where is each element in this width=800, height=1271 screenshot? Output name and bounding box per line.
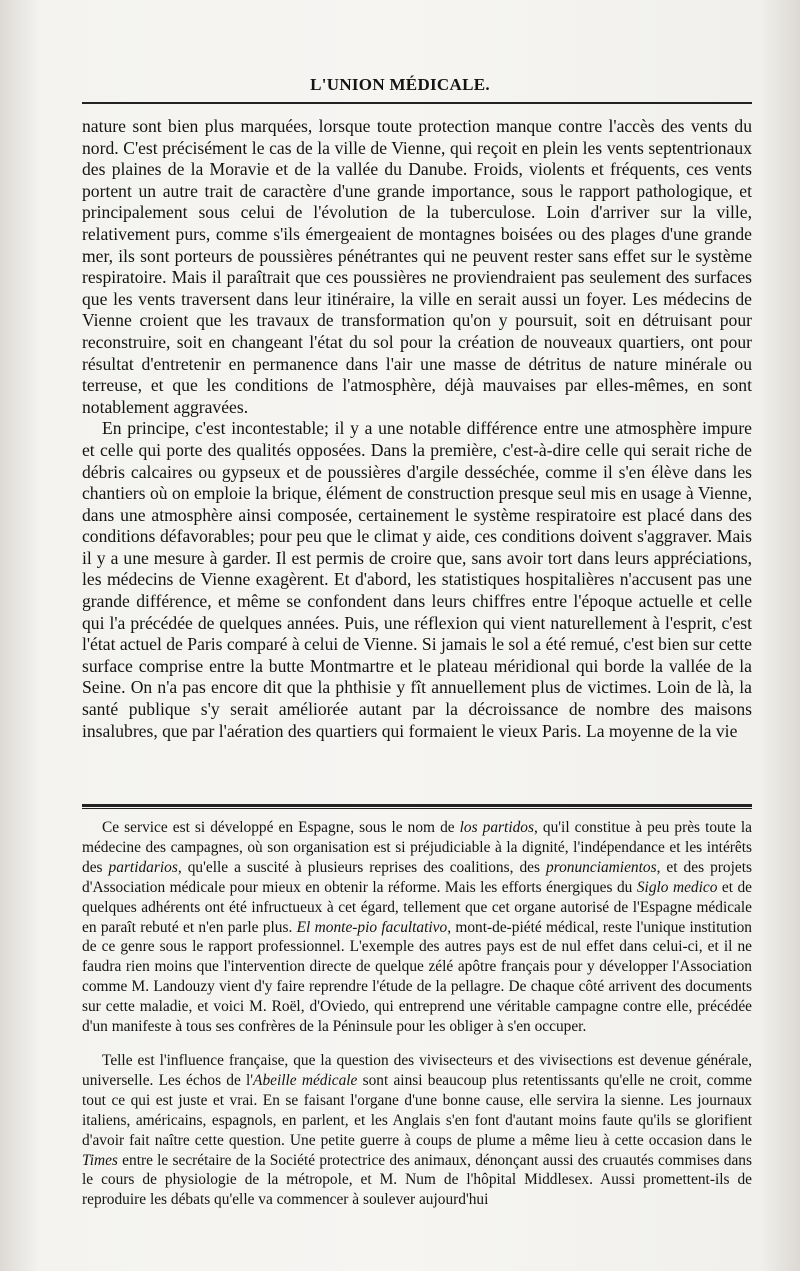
note-text: sont ainsi beaucoup plus retentissants qu'elle ne croit, comme tout ce qui est juste et vrai. En se faisant l'organe d'une bonne cause, elle servira la sienne. Les journaux italiens, américains, espagnols, en parlent, et les Anglais s'en font d'autant moins faute qu'ils se glorifient d'avoir fait naître cette question. Une petite guerre à coups de plume a même lieu à cette occasion dans le <box>82 1071 752 1149</box>
main-text <box>82 116 752 742</box>
note-text: entre le secrétaire de la Société protectrice des animaux, dénonçant aussi des cruautés commises dans le cours de physiologie de la métropole, et M. Num de l'hôpital Middlesex. Aussi promettent-ils de reproduire les débats qu'elle va commencer à soulever aujourd'hui <box>82 1151 752 1209</box>
note-italic: pronunciamientos <box>545 858 657 876</box>
note-text: , et des projets d'Association médicale pour mieux en obtenir la réforme. Mais les efforts énergiques du <box>82 858 752 896</box>
running-head: L'UNION MÉDICALE. <box>310 75 490 94</box>
note-text: , qu'elle a suscité à plusieurs reprises des coalitions, des <box>177 858 546 876</box>
note-italic: Abeille médicale <box>253 1071 358 1089</box>
note-italic: partidarios <box>108 858 178 876</box>
footnote-vivisection <box>82 1051 752 1210</box>
note-text: , mont-de-piété médical, reste l'unique institution de ce genre sous le rapport professionnel. L'exemple des autres pays est de nul effet dans celui-ci, et il ne faudra rien moins que l'intervention directe de quelque zélé apôtre français pour y développer l'Association comme M. Landouzy vient d'y faire reprendre l'étude de la pellagre. De chaque côté arrivent des documents sur cette maladie, et voici M. Roël, d'Oviedo, qui entreprend une véritable campagne contre elle, précédée d'un manifeste à tous ses confrères de la Péninsule pour les obliger à s'en occuper. <box>82 918 752 1036</box>
note-italic: los partidos <box>459 819 534 836</box>
note-italic: Siglo medico <box>636 878 718 896</box>
note-italic: El monte-pio facultativo <box>296 918 448 936</box>
note-text: Telle est l'influence française, que la question des vivisecteurs et des vivisections est devenue générale, universelle. Les échos de l' <box>82 1051 752 1089</box>
note-text: Ce service est si développé en Espagne, sous le nom de <box>102 819 460 836</box>
header-rule <box>82 102 752 104</box>
footnote-spain <box>82 818 752 1037</box>
note-text: , qu'il constitue à peu près toute la médecine des campagnes, où son organisation est si préjudiciable à la dignité, l'indépendance et les intérêts des <box>82 819 752 876</box>
paragraph-continuation: nature sont bien plus marquées, lorsque toute protection manque contre l'accès des vents du nord. C'est précisément le cas de la ville de Vienne, qui reçoit en plein les vents septentrionaux des plaines de la Moravie et de la vallée du Danube. Froids, violents et fréquents, ces vents portent un autre trait de caractère d'une grande importance, sous le rapport pathologique, et principalement sous celui de l'évolution de la tuberculose. Loin d'arriver sur la ville, relativement purs, comme s'ils émergeaient de montagnes boisées ou des plages d'une grande mer, ils sont porteurs de poussières pénétrantes qui ne peuvent rester sans effet sur le système respiratoire. Mais il paraîtrait que ces poussières ne proviendraient pas seulement des surfaces que les vents traversent dans leur itinéraire, la ville en serait aussi un foyer. Les médecins de Vienne croient que les travaux de transformation qu'on y poursuit, soit en détruisant pour reconstruire, soit en changeant l'état du sol pour la création de nouveaux quartiers, ont pour résultat d'entretenir en permanence dans l'air une masse de détritus de nature minérale ou terreuse, et que les conditions de l'atmosphère, déjà mauvaises par elles-mêmes, en sont notablement aggravées. <box>82 116 752 417</box>
footnote-separator <box>82 804 752 809</box>
note-text: et de quelques adhérents ont été infructueux à cet égard, tellement que cet organe autorisé de l'Espagne médicale en paraît rebuté et n'en parle plus. <box>82 878 752 936</box>
paragraph-principle: En principe, c'est incontestable; il y a une notable différence entre une atmosphère impure et celle qui porte des qualités opposées. Dans la première, c'est-à-dire celle qui serait riche de débris calcaires ou gypseux et de poussières d'argile desséchée, comme il s'en élève dans les chantiers où on emploie la brique, élément de construction presque seul mis en usage à Vienne, dans une atmosphère ainsi composée, certainement le système respiratoire est placé dans des conditions défavorables; pour peu que le climat y aide, ces conditions doivent s'aggraver. Mais il y a une mesure à garder. Il est permis de croire que, sans avoir tort dans leurs appréciations, les médecins de Vienne exagèrent. Et d'abord, les statistiques hospitalières n'accusent pas une grande différence, et même se confondent dans leurs chiffres entre l'époque actuelle et celle qui l'a précédée de quelques années. Puis, une réflexion qui vient naturellement à l'esprit, c'est l'état actuel de Paris comparé à celui de Vienne. Si jamais le sol a été remué, c'est bien sur cette surface comprise entre la butte Montmartre et le plateau méridional qui borde la vallée de la Seine. On n'a pas encore dit que la phthisie y fît annuellement plus de victimes. Loin de là, la santé publique s'y serait améliorée autant par la décroissance de nombre des maisons insalubres, que par l'aération des quartiers qui formaient le vieux Paris. La moyenne de la vie <box>82 418 752 741</box>
footnotes <box>82 818 752 1210</box>
note-italic: Times <box>82 1151 118 1169</box>
